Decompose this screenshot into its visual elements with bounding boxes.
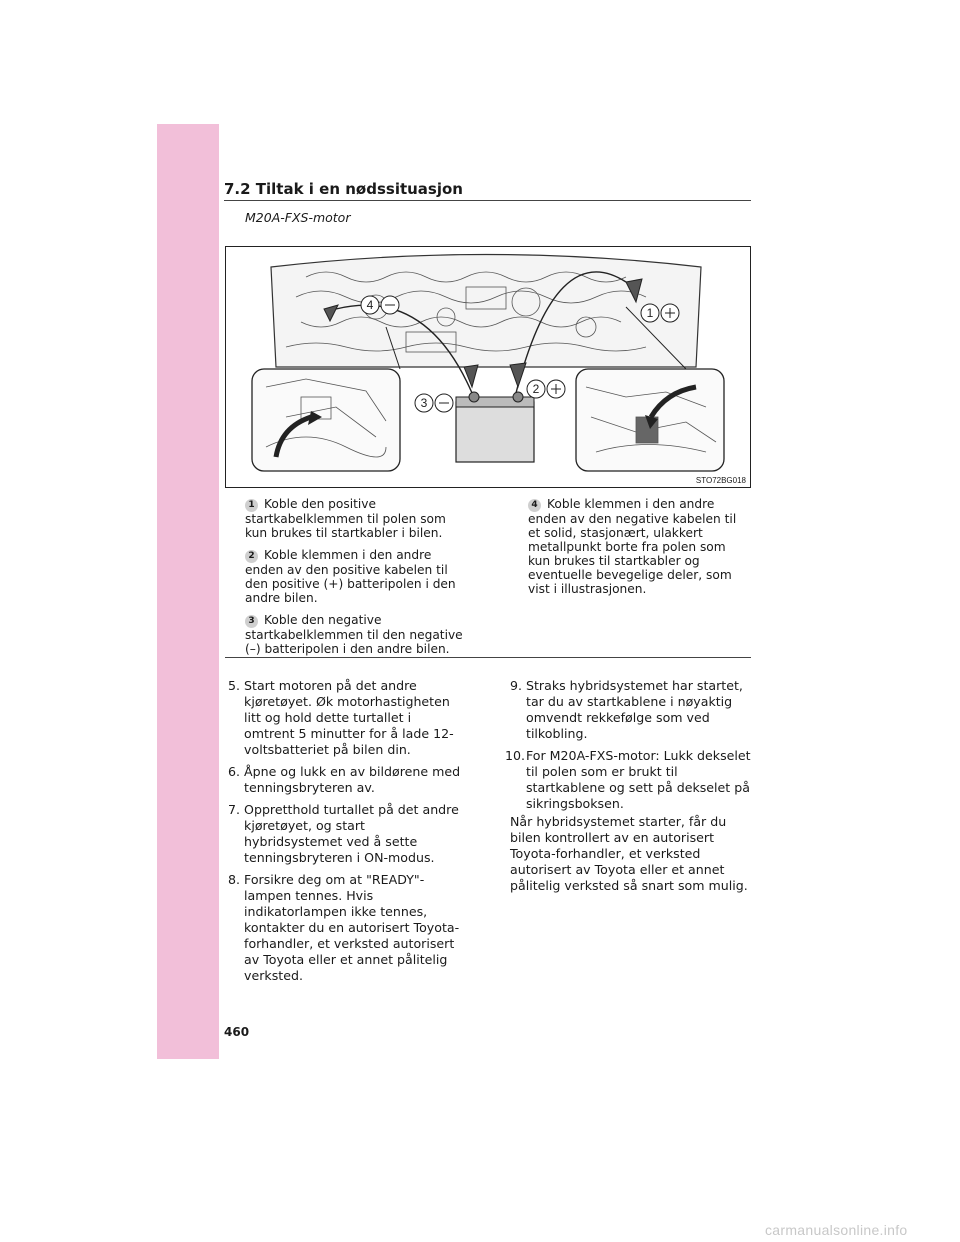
- list-item: 8. Forsikre deg om at "READY"-lampen tennes. Hvis indikatorlampen ikke tennes, kontakter du en autorisert Toyota-forhandler, et verksted autorisert av Toyota eller et annet pålitelig verksted.: [228, 872, 460, 983]
- steps-left: [245, 497, 465, 664]
- steps-right: [528, 497, 750, 604]
- engine-bay-drawing: [226, 247, 750, 487]
- section-rule: [224, 200, 751, 201]
- step-3: 3 Koble den negative startkabelklemmen til den negative (–) batteripolen i den andre bilen.: [245, 613, 463, 656]
- list-item: 10. For M20A-FXS-motor: Lukk dekselet til polen som er brukt til startkablene og sett på dekselet på sikringsboksen.: [505, 748, 751, 811]
- list-item: 7. Oppretthold turtallet på det andre kjøretøyet, og start hybridsystemet ved å sette tenningsbryteren i ON-modus.: [228, 802, 459, 865]
- step-number-badge: 4: [528, 499, 541, 512]
- step-number-badge: 3: [245, 615, 258, 628]
- engine-variant-label: M20A-FXS-motor: [245, 210, 351, 225]
- list-item: 9. Straks hybridsystemet har startet, tar du av startkablene i nøyaktig omvendt rekkefølge som ved tilkobling.: [509, 678, 743, 741]
- step-4: 4 Koble klemmen i den andre enden av den negative kabelen til et solid, stasjonært, ulakkert metallpunkt borte fra polen som kun brukes til startkabler og eventuelle bevegelige deler, som vist i illustrasjonen.: [528, 497, 737, 596]
- chapter-sidebar: [157, 124, 219, 1059]
- list-item: 5. Start motoren på det andre kjøretøyet. Øk motorhastigheten litt og hold dette turtallet i omtrent 5 minutter for å lade 12-voltsbatteriet på bilen din.: [228, 678, 454, 757]
- procedure-list-left: [228, 678, 463, 990]
- section-title: 7.2 Tiltak i en nødssituasjon: [224, 180, 463, 198]
- callout-3: 3: [420, 396, 428, 410]
- callout-2: 2: [532, 382, 540, 396]
- steps-divider: [225, 657, 751, 658]
- step-2: 2 Koble klemmen i den andre enden av den positive kabelen til den positive (+) batteripolen i den andre bilen.: [245, 548, 456, 605]
- list-item: 6. Åpne og lukk en av bildørene med tenningsbryteren av.: [228, 764, 461, 795]
- watermark: carmanualsonline.info: [765, 1222, 908, 1238]
- page-number: 460: [224, 1025, 250, 1039]
- jump-start-illustration: [225, 246, 751, 488]
- procedure-list-right: [505, 678, 755, 818]
- step-number-badge: 1: [245, 499, 258, 512]
- followup-paragraph: Når hybridsystemet starter, får du bilen kontrollert av en autorisert Toyota-forhandler, et verksted autorisert av Toyota eller et annet pålitelig verksted så snart som mulig.: [510, 814, 748, 893]
- step-1: 1 Koble den positive startkabelklemmen til polen som kun brukes til startkabler i bilen.: [245, 497, 446, 540]
- figure-code: STO72BG018: [695, 476, 746, 485]
- step-number-badge: 2: [245, 550, 258, 563]
- callout-1: 1: [646, 306, 654, 320]
- callout-4: 4: [366, 298, 374, 312]
